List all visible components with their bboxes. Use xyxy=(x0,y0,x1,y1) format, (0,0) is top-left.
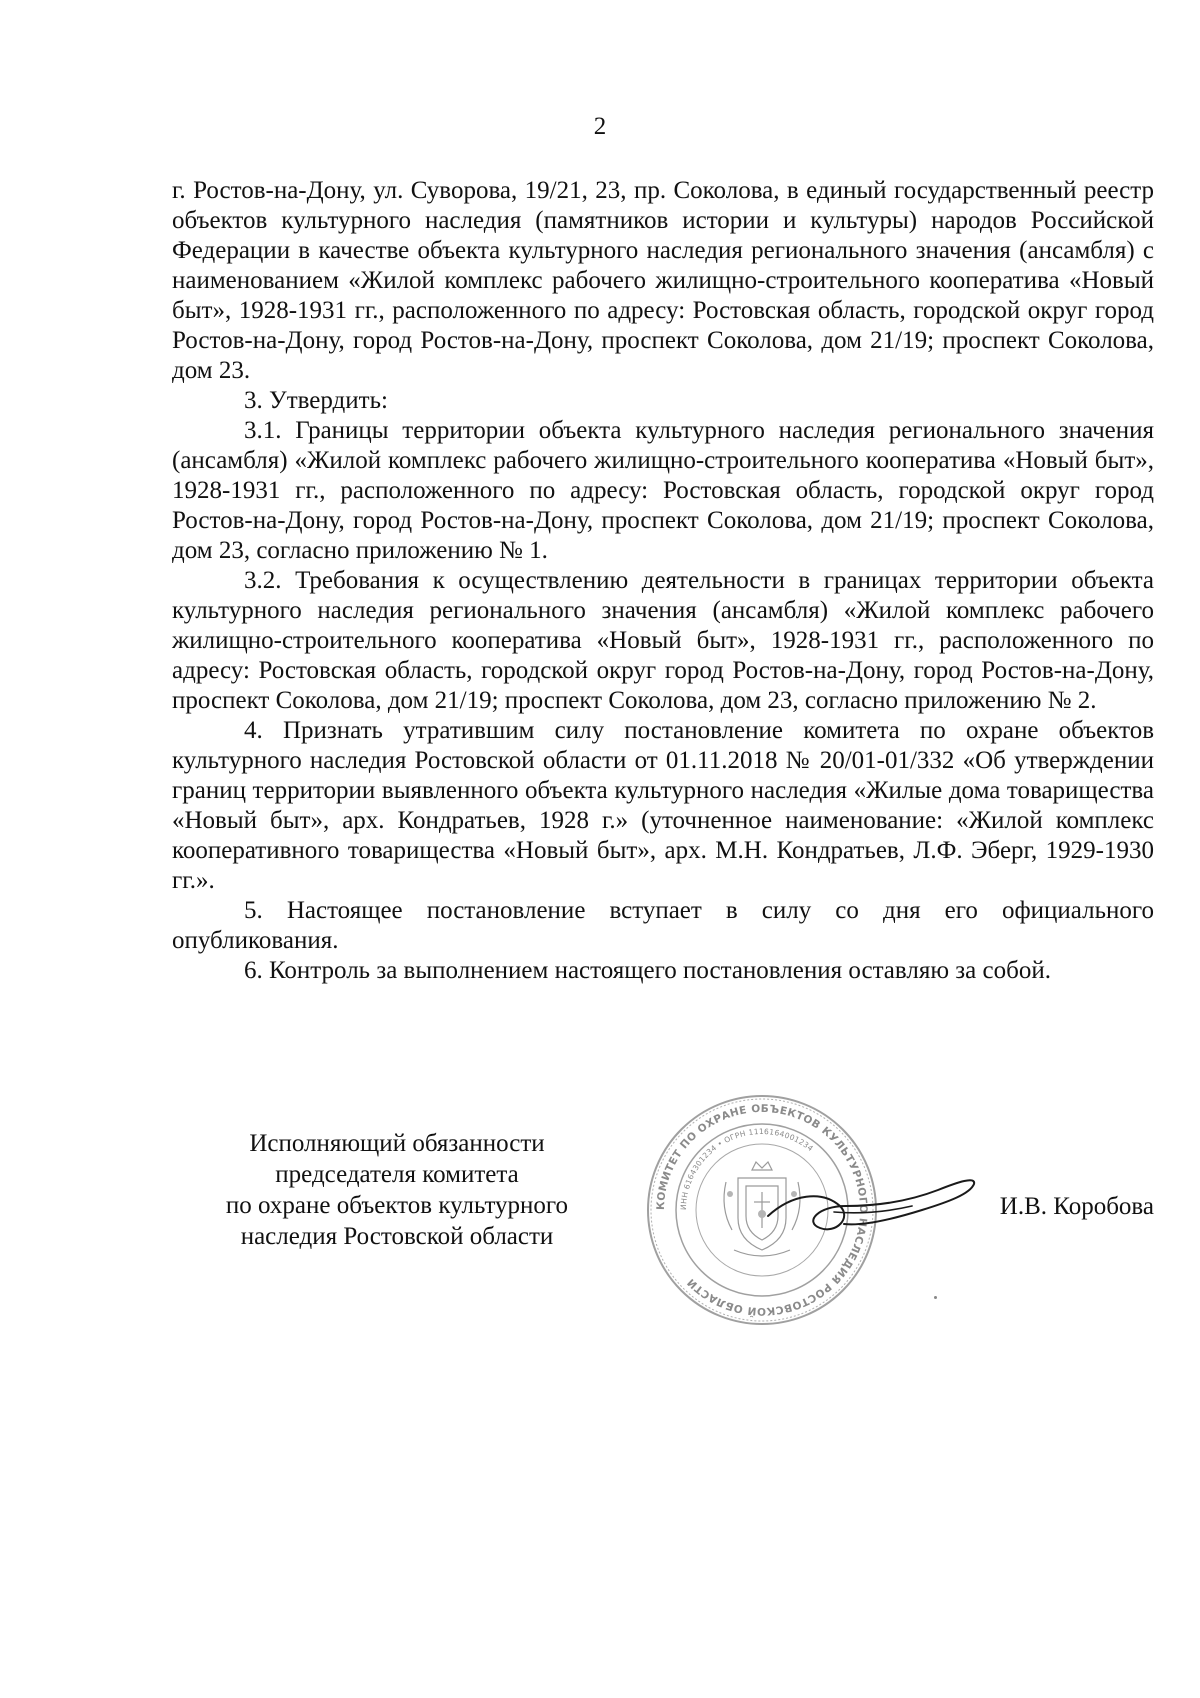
paragraph-item-3-2: 3.2. Требования к осуществлению деятельности в границах территории объекта культурного наследия регионального значения (ансамбля) «Жилой комплекс рабочего жилищно-строительного кооператива «Новый быт», 1928-1931 гг., расположенного по адресу: Ростовская область, городской округ город Ростов-на-Дону, город Ростов-на-Дону, проспект Соколова, дом 21/19; проспект Соколова, дом 23, согласно приложению № 2. xyxy=(172,567,1154,714)
seal-outer-text: КОМИТЕТ ПО ОХРАНЕ ОБЪЕКТОВ КУЛЬТУРНОГО НАСЛЕДИЯ РОСТОВСКОЙ ОБЛАСТИ xyxy=(654,1102,870,1318)
paragraph-item-3: 3. Утвердить: xyxy=(244,387,388,414)
paragraph-item-5: 5. Настоящее постановление вступает в силу со дня его официального опубликования. xyxy=(172,897,1154,954)
signer-position-line: Исполняющий обязанности xyxy=(249,1130,545,1157)
seal-inner-text: ИНН 6164301234 • ОГРН 1116164001234 xyxy=(678,1126,816,1211)
paragraph-item-3-1: 3.1. Границы территории объекта культурного наследия регионального значения (ансамбля) «Жилой комплекс рабочего жилищно-строительного кооператива «Новый быт», 1928-1931 гг., расположенного по адресу: Ростовская область, городской округ город Ростов-на-Дону, город Ростов-на-Дону, проспект Соколова, дом 21/19; проспект Соколова, дом 23, согласно приложению № 1. xyxy=(172,417,1154,564)
document-body xyxy=(172,176,1154,986)
signer-name: И.В. Коробова xyxy=(999,1193,1154,1220)
paragraph-item-6: 6. Контроль за выполнением настоящего постановления оставляю за собой. xyxy=(244,957,1051,984)
signature-block xyxy=(172,1102,1154,1344)
signer-position-line: наследия Ростовской области xyxy=(240,1223,554,1250)
page-number: 2 xyxy=(593,113,607,140)
paragraph-item-4: 4. Признать утратившим силу постановление комитета по охране объектов культурного наследия Ростовской области от 01.11.2018 № 20/01-01/332 «Об утверждении границ территории выявленного объекта культурного наследия «Жилые дома товарищества «Новый быт», арх. Кондратьев, 1928 г.» (уточненное наименование: «Жилой комплекс кооперативного товарищества «Новый быт», арх. М.Н. Кондратьев, Л.Ф. Эберг, 1929-1930 гг.». xyxy=(172,717,1154,894)
ink-dot xyxy=(934,1296,937,1299)
signer-position-line: председателя комитета xyxy=(275,1161,519,1188)
signer-position xyxy=(202,1128,592,1252)
signer-position-line: по охране объектов культурного xyxy=(225,1192,569,1219)
handwritten-signature-icon xyxy=(762,1154,982,1254)
paragraph-continuation: г. Ростов-на-Дону, ул. Суворова, 19/21, 23, пр. Соколова, в единый государственный реестр объектов культурного наследия (памятников истории и культуры) народов Российской Федерации в качестве объекта культурного наследия регионального значения (ансамбля) с наименованием «Жилой комплекс рабочего жилищно-строительного кооператива «Новый быт», 1928-1931 гг., расположенного по адресу: Ростовская область, городской округ город Ростов-на-Дону, город Ростов-на-Дону, проспект Соколова, дом 21/19; проспект Соколова, дом 23. xyxy=(172,177,1154,384)
